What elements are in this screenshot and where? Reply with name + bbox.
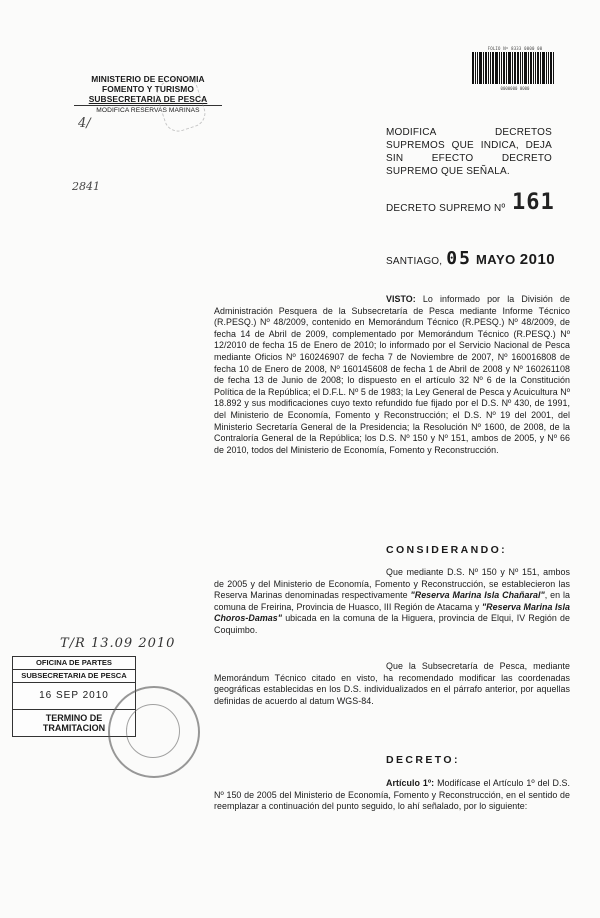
barcode-bar xyxy=(522,52,523,84)
considerando-p2: Que la Subsecretaría de Pesca, mediante Memorándum Técnico citado en visto, ha recomendado modificar las coordenadas geográficas establecidas en los D.S. individualizados en el párrafo anterior, por aquellas definidas de acuerdo al datum WGS-84. xyxy=(214,661,570,706)
barcode-bar xyxy=(490,52,491,84)
considerando-paragraph-2 xyxy=(214,661,570,707)
barcode-bars xyxy=(472,52,558,84)
decreto-heading: DECRETO: xyxy=(386,754,460,766)
dateline xyxy=(386,248,555,269)
handwritten-mark: 4/ xyxy=(78,116,91,131)
barcode-bar xyxy=(495,52,498,84)
ministry-line1: MINISTERIO DE ECONOMIA xyxy=(91,74,205,84)
barcode-bar xyxy=(548,52,549,84)
stamp-line2: SUBSECRETARIA DE PESCA xyxy=(13,670,135,683)
date-month: MAYO xyxy=(475,252,516,267)
barcode-bar xyxy=(501,52,502,84)
article-1-paragraph xyxy=(214,778,570,813)
barcode-bar xyxy=(472,52,474,84)
barcode-bar xyxy=(524,52,527,84)
barcode-top-text: FOLIO Nº 8333 0000 00 xyxy=(487,46,543,51)
ministry-line4: MODIFICA RESERVAS MARINAS xyxy=(74,105,222,116)
ministry-line3: SUBSECRETARIA DE PESCA xyxy=(88,94,208,104)
barcode xyxy=(472,46,558,94)
visto-paragraph xyxy=(214,294,570,456)
date-city: SANTIAGO, xyxy=(386,256,443,267)
handwritten-number: 2841 xyxy=(72,180,100,193)
article-1-text: Modifícase el Artículo 1º del D.S. Nº 150 de 2005 del Ministerio de Economía, Fomento y Reconstrucción, en el sentido de reemplazar a continuación del punto seguido, lo ahí señalado, por lo siguiente: xyxy=(214,778,570,812)
date-year: 2010 xyxy=(519,251,556,268)
reserve-name-2: "Reserva Marina Isla Choros-Damas" xyxy=(214,601,570,624)
stamp-date: 16 SEP 2010 xyxy=(13,683,135,710)
barcode-bar xyxy=(537,52,539,84)
barcode-bar xyxy=(550,52,552,84)
barcode-bar xyxy=(546,52,547,84)
seal-inner-ring xyxy=(126,704,180,758)
considerando-p1-c: ubicada en la comuna de la Higuera, provincia de Elqui, IV Región de Coquimbo. xyxy=(214,613,570,635)
barcode-bar xyxy=(528,52,529,84)
decree-label: DECRETO SUPREMO Nº xyxy=(386,203,506,214)
barcode-bar xyxy=(475,52,476,84)
barcode-bar xyxy=(503,52,505,84)
barcode-bar xyxy=(499,52,500,84)
barcode-bar xyxy=(479,52,482,84)
article-1-label: Artículo 1º: xyxy=(386,778,435,788)
stamp-line3: TERMINO DE TRAMITACION xyxy=(42,713,106,733)
barcode-bar xyxy=(533,52,534,84)
barcode-bar xyxy=(540,52,541,84)
barcode-bar xyxy=(485,52,487,84)
barcode-bar xyxy=(477,52,478,84)
barcode-bar xyxy=(517,52,519,84)
considerando-heading: CONSIDERANDO: xyxy=(386,544,508,556)
handwritten-date: T/R 13.09 2010 xyxy=(60,636,176,651)
barcode-bar xyxy=(520,52,521,84)
barcode-number: 0000000 0000 xyxy=(500,86,530,91)
barcode-bar xyxy=(506,52,507,84)
visto-lead: VISTO: xyxy=(386,294,416,304)
ministry-line2: FOMENTO Y TURISMO xyxy=(102,84,194,94)
barcode-bar xyxy=(508,52,511,84)
reserve-name-1: "Reserva Marina Isla Chañaral" xyxy=(410,590,545,601)
barcode-bar xyxy=(542,52,545,84)
date-day: 05 xyxy=(446,248,472,269)
barcode-bar xyxy=(512,52,513,84)
considerando-p1-b: , en la comuna de Freirina, Provincia de Huasco, III Región de Atacama y xyxy=(214,590,570,612)
barcode-bar xyxy=(514,52,516,84)
stamp-line1: OFICINA DE PARTES xyxy=(13,657,135,670)
barcode-bar xyxy=(483,52,484,84)
barcode-bar xyxy=(488,52,489,84)
considerando-paragraph-1 xyxy=(214,567,570,637)
ministry-seal xyxy=(108,686,200,778)
visto-text: Lo informado por la División de Administración Pesquera de la Subsecretaría de Pesca mediante Informe Técnico (R.PESQ.) Nº 48/2009, contenido en Memorándum Técnico (R.PESQ.) Nº 48/2009, de fecha 14 de Abril de 2009, complementado por Memorándum Técnico (R.PESQ.) Nº 12/2010 de fecha 15 de Enero de 2010; lo informado por el Servicio Nacional de Pesca mediante Oficios Nº 160246907 de fecha 7 de Noviembre de 2007, Nº 160016808 de fecha 10 de Enero de 2008, Nº 160145608 de fecha 1 de Abril de 2008 y Nº 160261108 de fecha 13 de Junio de 2008; lo dispuesto en el artículo 32 Nº 6 de la Constitución Política de la República; el D.F.L. Nº 5 de 1983; la Ley General de Pesca y Acuicultura Nº 18.892 y sus modificaciones cuyo texto refundido fue fijado por el D.S. Nº 430, de 1991, del Ministerio de Economía, Fomento y Reconstrucción; el D.S. Nº 19 del 2001, del Ministerio Secretaría General de la Presidencia; la Resolución Nº 1600, de 2008, de la Contraloría General de la República; los D.S. Nº 150 y Nº 151, ambos de 2005, y Nº 66 de 2010, todos del Ministerio de Economía, Fomento y Reconstrucción. xyxy=(214,294,570,455)
barcode-bar xyxy=(535,52,536,84)
barcode-bar xyxy=(553,52,554,84)
decree-number: 161 xyxy=(512,190,555,215)
barcode-bar xyxy=(492,52,494,84)
barcode-bar xyxy=(530,52,532,84)
considerando-p1-a: Que mediante D.S. Nº 150 y Nº 151, ambos de 2005 y del Ministerio de Economía, Fomento y Reconstrucción, se establecieron las Reserva Marinas denominadas respectivamente xyxy=(214,567,570,601)
decree-summary: MODIFICA DECRETOS SUPREMOS QUE INDICA, DEJA SIN EFECTO DECRETO SUPREMO QUE SEÑALA. xyxy=(386,127,552,177)
